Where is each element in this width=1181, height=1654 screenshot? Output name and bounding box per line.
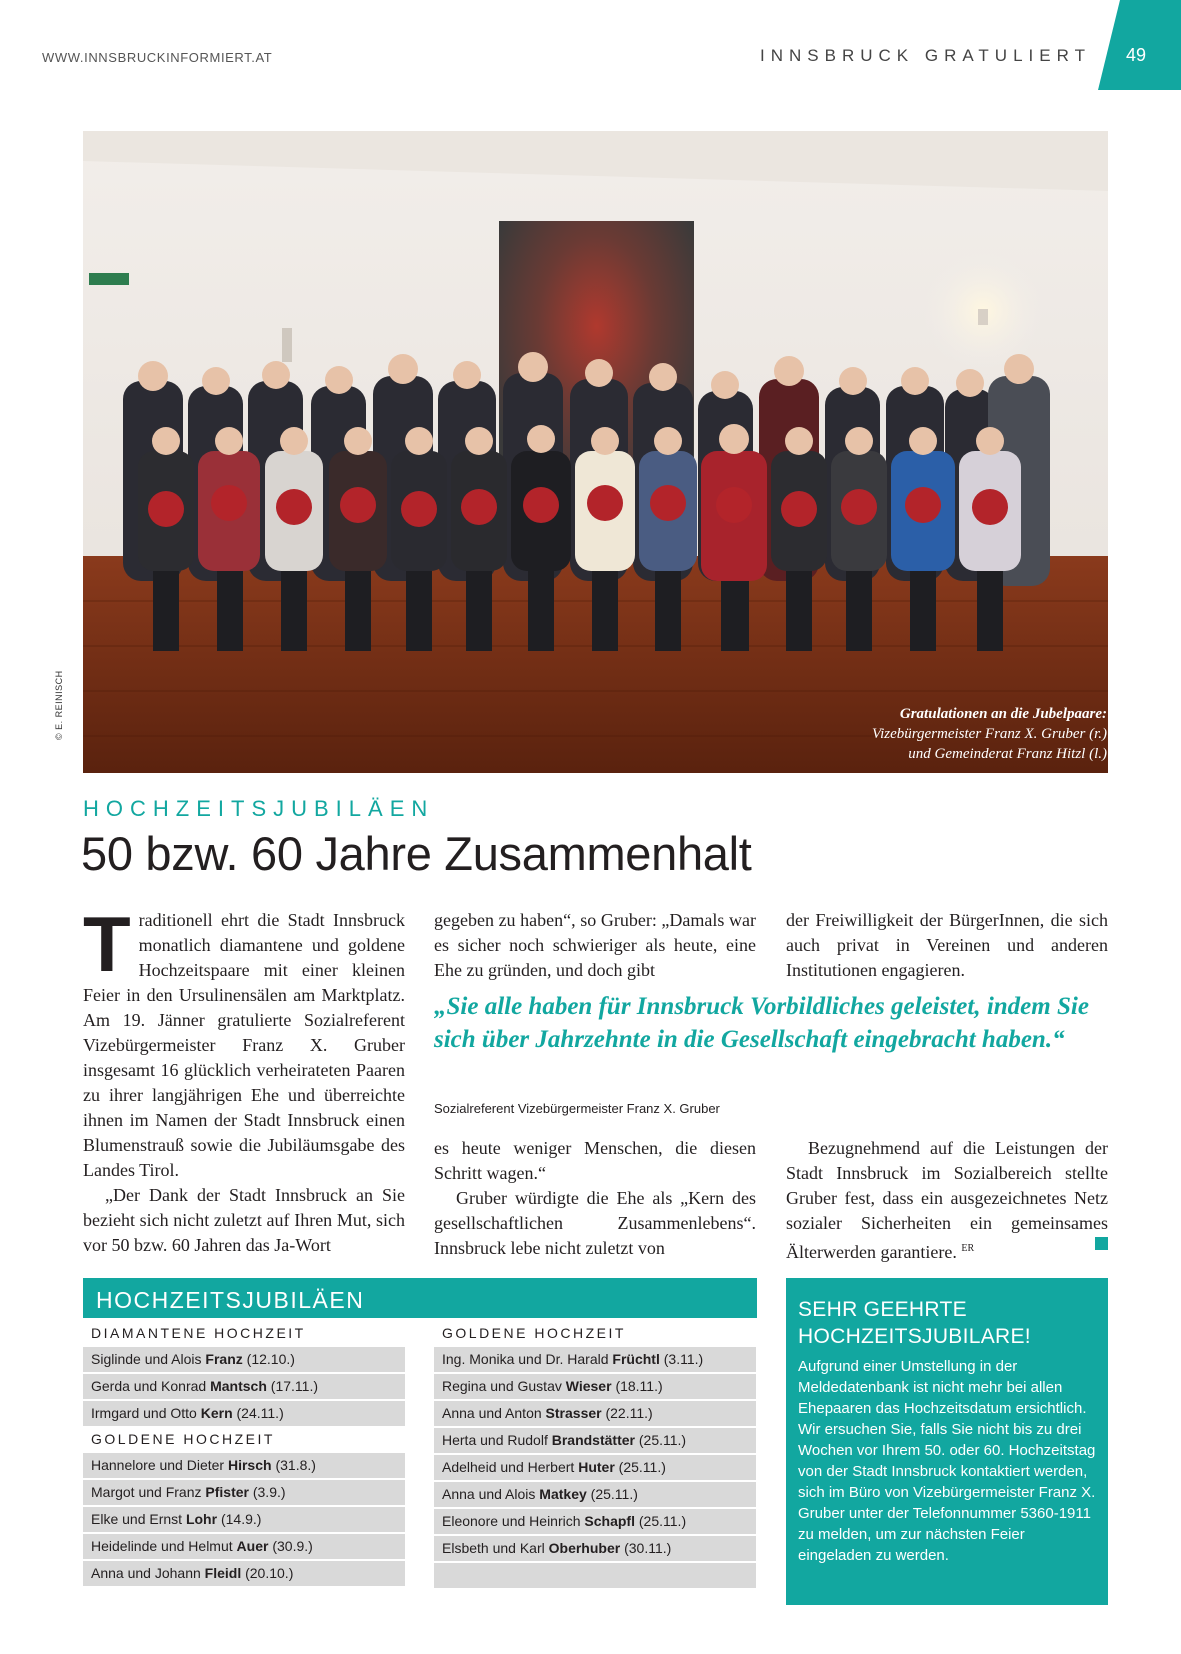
- couple-names: Elsbeth und Karl: [442, 1540, 545, 1556]
- couple-names: Heidelinde und Helmut: [91, 1538, 233, 1554]
- couple-surname: Strasser: [545, 1405, 602, 1421]
- table-row: [434, 1401, 756, 1426]
- article-paragraph-text: Bezugnehmend auf die Leistungen der Stadt Innsbruck im Sozialbereich stellte Gruber fest, dass ein ausgezeichnetes Netz sozialer Sicherheiten ein gemeinsames Älterwerden garantiere.: [786, 1138, 1108, 1262]
- photo-caption: [872, 704, 1107, 764]
- article-paragraph: „Der Dank der Stadt Innsbruck an Sie bezieht sich nicht zuletzt auf Ihren Mut, sich vor 50 bzw. 60 Jahren das Ja-Wort: [83, 1185, 405, 1255]
- drop-cap: T: [83, 900, 131, 988]
- anniversary-date: (3.9.): [252, 1484, 286, 1500]
- table-row: [434, 1563, 756, 1588]
- couple-surname: Auer: [236, 1538, 269, 1554]
- couple-surname: Huter: [578, 1459, 615, 1475]
- couple-names: Margot und Franz: [91, 1484, 202, 1500]
- anniversary-date: (22.11.): [605, 1405, 653, 1421]
- photo-credit: © E. REINISCH: [54, 670, 64, 740]
- table-row: [434, 1509, 756, 1534]
- anniversary-date: (3.11.): [663, 1351, 704, 1367]
- info-title-line-1: SEHR GEEHRTE: [798, 1298, 967, 1321]
- article-end-mark: [1095, 1237, 1108, 1250]
- jubilee-table-title: HOCHZEITSJUBILÄEN: [96, 1287, 365, 1313]
- article-column-2-top: [434, 908, 756, 983]
- table-row: [83, 1347, 405, 1372]
- couple-names: Anna und Alois: [442, 1486, 536, 1502]
- couple-names: Siglinde und Alois: [91, 1351, 202, 1367]
- couple-names: Anna und Johann: [91, 1565, 201, 1581]
- article-paragraph: gegeben zu haben“, so Gruber: „Damals war es sicher noch schwieriger als heute, eine Ehe zu gründen, und doch gibt: [434, 910, 756, 980]
- table-row: [434, 1374, 756, 1399]
- golden-heading: GOLDENE HOCHZEIT: [91, 1431, 275, 1447]
- couple-surname: Franz: [205, 1351, 243, 1367]
- anniversary-date: (18.11.): [615, 1378, 663, 1394]
- couple-surname: Früchtl: [612, 1351, 660, 1367]
- couple-names: Elke und Ernst: [91, 1511, 183, 1527]
- article-column-3-bottom: [786, 1136, 1108, 1265]
- group-photo: [83, 131, 1108, 773]
- couple-names: Anna und Anton: [442, 1405, 542, 1421]
- couple-surname: Lohr: [185, 1511, 218, 1527]
- anniversary-date: (25.11.): [618, 1459, 666, 1475]
- anniversary-date: (25.11.): [638, 1432, 687, 1448]
- anniversary-date: (12.10.): [246, 1351, 295, 1367]
- article-paragraph: Gruber würdigte die Ehe als „Kern des gesellschaftlichen Zusammenlebens“. Innsbruck lebe nicht zuletzt von: [434, 1188, 756, 1258]
- table-row: [83, 1401, 405, 1426]
- couple-surname: Matkey: [539, 1486, 587, 1502]
- anniversary-date: (25.11.): [590, 1486, 638, 1502]
- jubilee-list-right: [434, 1322, 756, 1590]
- table-row: [434, 1428, 756, 1453]
- page-number: 49: [1125, 45, 1147, 65]
- anniversary-date: (17.11.): [270, 1378, 318, 1394]
- table-row: [83, 1453, 405, 1478]
- pull-quote: „Sie alle haben für Innsbruck Vorbildliches geleistet, indem Sie sich über Jahrzehnte in die Gesellschaft eingebracht haben.“: [434, 993, 1089, 1053]
- info-title-line-2: HOCHZEITSJUBILARE!: [798, 1325, 1031, 1348]
- article-column-1: [83, 900, 405, 1258]
- anniversary-date: (31.8.): [275, 1457, 316, 1473]
- table-row: [83, 1507, 405, 1532]
- info-box-title: [798, 1296, 1098, 1350]
- anniversary-date: (14.9.): [220, 1511, 262, 1527]
- couple-surname: Brandstätter: [551, 1432, 635, 1448]
- caption-line-2: Vizebürgermeister Franz X. Gruber (r.): [872, 726, 1107, 742]
- couple-names: Herta und Rudolf: [442, 1432, 548, 1448]
- couple-surname: Fleidl: [204, 1565, 242, 1581]
- caption-line-1: Gratulationen an die Jubelpaare:: [899, 706, 1107, 722]
- table-row: [83, 1480, 405, 1505]
- couple-surname: Kern: [200, 1405, 233, 1421]
- article-column-3-top: [786, 908, 1108, 983]
- table-row: [434, 1347, 756, 1372]
- couple-names: Adelheid und Herbert: [442, 1459, 575, 1475]
- couple-names: Regina und Gustav: [442, 1378, 562, 1394]
- article-paragraph: raditionell ehrt die Stadt Innsbruck monatlich diamantene und goldene Hochzeitspaare mit einer kleinen Feier in den Ursulinensälen am Marktplatz. Am 19. Jänner gratulierte Sozialreferent Vizebürgermeister Franz X. Gruber insgesamt 16 glücklich verheirateten Paaren zu ihrer langjährigen Ehe und überreichte ihnen im Namen der Stadt Innsbruck einen Blumenstrauß sowie die Jubiläumsgabe des Landes Tirol.: [83, 910, 405, 1180]
- caption-line-3: und Gemeinderat Franz Hitzl (l.): [908, 746, 1107, 762]
- diamond-heading: DIAMANTENE HOCHZEIT: [91, 1325, 306, 1341]
- couple-names: Hannelore und Dieter: [91, 1457, 225, 1473]
- table-row: [83, 1534, 405, 1559]
- couple-surname: Wieser: [565, 1378, 612, 1394]
- couple-surname: Mantsch: [210, 1378, 267, 1394]
- table-row: [83, 1561, 405, 1586]
- couple-names: Gerda und Konrad: [91, 1378, 207, 1394]
- anniversary-date: (20.10.): [245, 1565, 294, 1581]
- anniversary-date: (24.11.): [236, 1405, 284, 1421]
- article-paragraph: [786, 1136, 1108, 1265]
- article-headline: 50 bzw. 60 Jahre Zusammenhalt: [81, 827, 752, 880]
- table-row: [434, 1536, 756, 1561]
- couple-surname: Oberhuber: [548, 1540, 621, 1556]
- golden-heading-right: GOLDENE HOCHZEIT: [442, 1325, 626, 1341]
- couple-surname: Pfister: [205, 1484, 249, 1500]
- couple-names: Irmgard und Otto: [91, 1405, 197, 1421]
- info-box-text: Aufgrund einer Umstellung in der Meldedatenbank ist nicht mehr bei allen Ehepaaren das Hochzeitsdatum ersichtlich. Wir ersuchen Sie, falls Sie nicht bis zu drei Wochen vor Ihrem 50. oder 60. Hochzeitstag von der Stadt Innsbruck kontaktiert werden, sich im Büro von Vizebürgermeister Franz X. Gruber unter der Telefonnummer 5360-1911 zu melden, um zur nächsten Feier eingeladen zu werden.: [798, 1358, 1096, 1564]
- table-row: [83, 1374, 405, 1399]
- table-row: [434, 1482, 756, 1507]
- jubilee-list-left: [83, 1322, 405, 1588]
- article-column-2-bottom: [434, 1136, 756, 1261]
- couple-surname: Schapfl: [584, 1513, 635, 1529]
- quote-author: Sozialreferent Vizebürgermeister Franz X. Gruber: [434, 1101, 720, 1116]
- article-paragraph: es heute weniger Menschen, die diesen Schritt wagen.“: [434, 1138, 756, 1183]
- article-paragraph: der Freiwilligkeit der BürgerInnen, die sich auch privat in Vereinen und anderen Institutionen engagieren.: [786, 910, 1108, 980]
- anniversary-date: (30.9.): [272, 1538, 313, 1554]
- anniversary-date: (25.11.): [638, 1513, 687, 1529]
- article-kicker: HOCHZEITSJUBILÄEN: [83, 796, 435, 821]
- couple-names: Ing. Monika und Dr. Harald: [442, 1351, 609, 1367]
- section-title: INNSBRUCK GRATULIERT: [760, 46, 1091, 65]
- author-signature: ER: [961, 1243, 975, 1254]
- couple-surname: Hirsch: [227, 1457, 272, 1473]
- anniversary-date: (30.11.): [624, 1540, 672, 1556]
- site-url: WWW.INNSBRUCKINFORMIERT.AT: [42, 50, 273, 65]
- couple-names: Eleonore und Heinrich: [442, 1513, 581, 1529]
- table-row: [434, 1455, 756, 1480]
